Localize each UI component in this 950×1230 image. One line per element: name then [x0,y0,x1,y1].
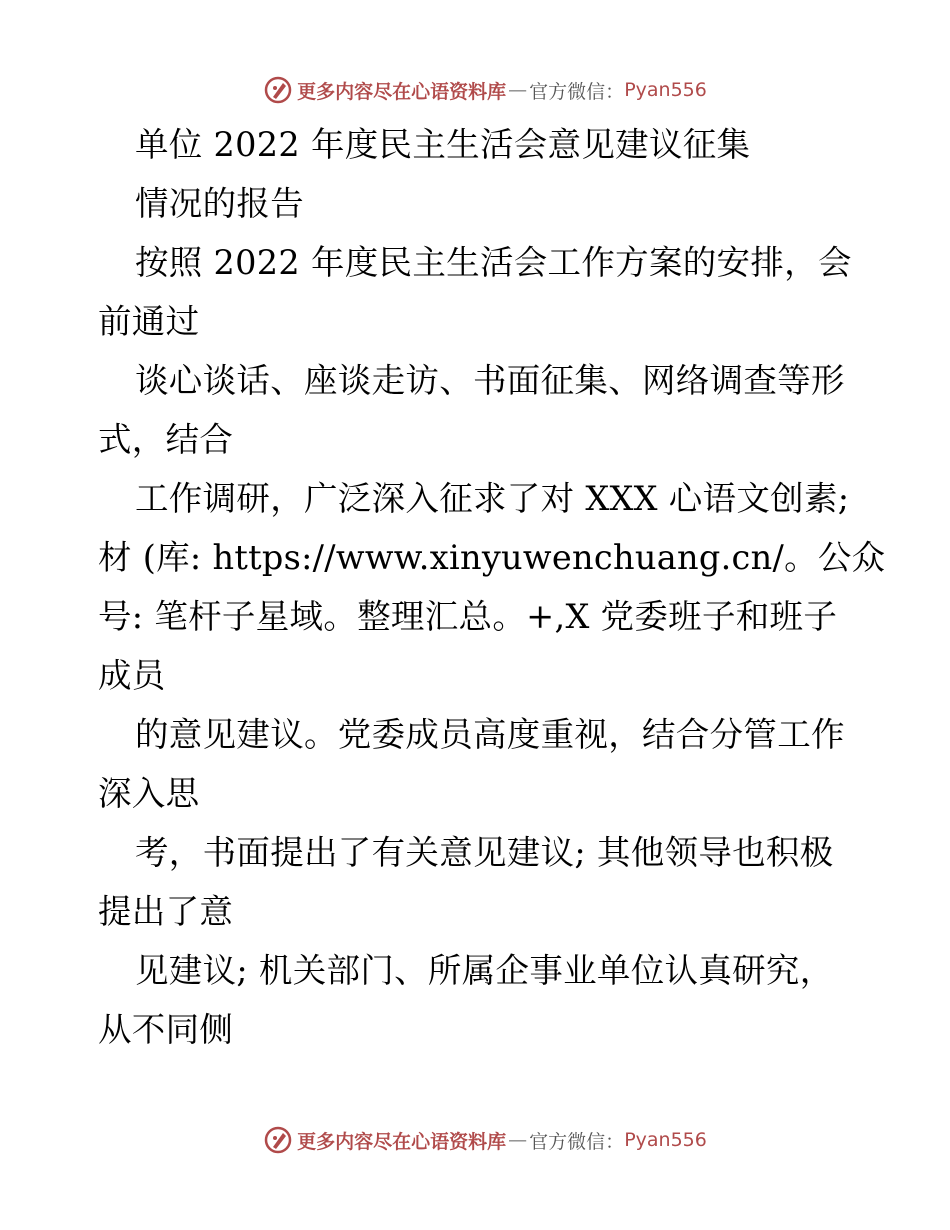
document-text-line: 谈心谈话、座谈走访、书面征集、网络调查等形 [135,361,845,400]
document-text-line: 提出了意 [98,892,234,931]
document-text-line: 深入思 [98,774,200,813]
banner-wechat-id: Pyan556 [624,1129,707,1151]
document-title-line: 情况的报告 [135,184,304,223]
document-text-line: 前通过 [98,302,200,341]
banner-wechat-label: 官方微信： [529,80,625,103]
banner-wechat-label: 官方微信： [529,1130,625,1153]
document-text-line: 的意见建议。党委成员高度重视，结合分管工作 [135,715,845,754]
document-text-line: 从不同侧 [98,1010,234,1049]
pen-nib-logo-icon [263,75,293,105]
document-text-line: 按照 2022 年度民主生活会工作方案的安排，会 [135,243,852,282]
document-body [98,115,886,1059]
document-text-line: 材 (库: https://www.xinyuwenchuang.cn/。公众 [98,538,886,577]
footer-banner [0,1120,950,1160]
banner-brand-text: 更多内容尽在心语资料库 [297,1130,507,1153]
document-text-line: 考，书面提出了有关意见建议; 其他领导也积极 [135,833,834,872]
document-text-line: 见建议; 机关部门、所属企事业单位认真研究， [135,951,834,990]
document-text-line: 号: 笔杆子星域。整理汇总。+,X 党委班子和班子 [98,597,838,636]
banner-brand-text: 更多内容尽在心语资料库 [297,80,507,103]
header-banner [0,70,950,110]
pen-nib-logo-icon [263,1125,293,1155]
document-text-line: 成员 [98,656,166,695]
document-title-line: 单位 2022 年度民主生活会意见建议征集 [135,125,751,164]
banner-wechat-id: Pyan556 [624,79,707,101]
document-text-line: 工作调研，广泛深入征求了对 XXX 心语文创素; [135,479,850,518]
banner-dash: — [508,1129,528,1151]
banner-dash: — [508,79,528,101]
document-text-line: 式，结合 [98,420,234,459]
